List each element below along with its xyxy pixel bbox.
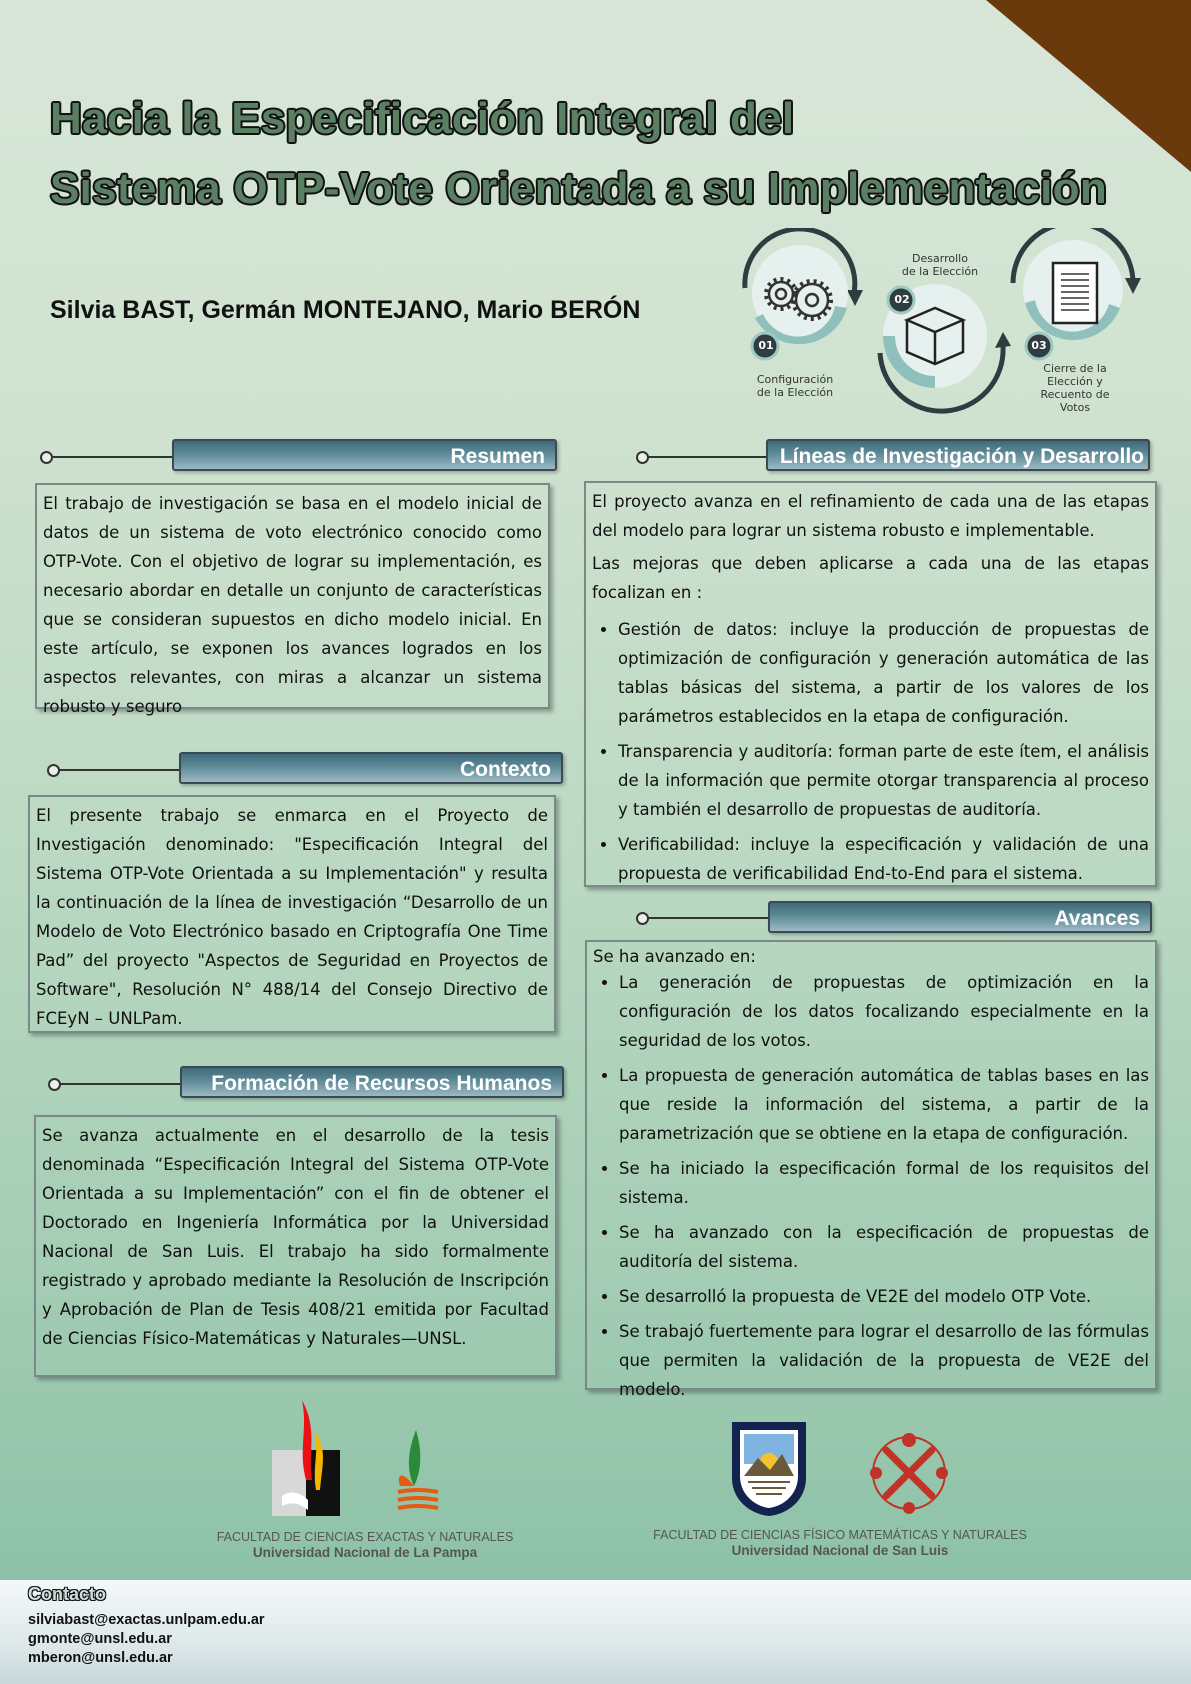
step-2-number: 02: [894, 293, 910, 306]
lineas-list: [592, 615, 1149, 888]
lineas-paragraph-1: El proyecto avanza en el refinamiento de cada una de las etapas del modelo para lograr un sistema robusto e implementable.: [592, 492, 1149, 540]
contact-footer: [0, 1580, 1191, 1684]
step-1-number: 01: [758, 339, 774, 352]
avances-header: Avances: [768, 901, 1152, 933]
unlpam-exactas-logo: [268, 1400, 344, 1518]
step-3-number: 03: [1031, 339, 1047, 352]
step-1-label: Configuración de la Elección: [756, 373, 834, 399]
contact-header: Contacto: [28, 1584, 106, 1604]
right-caption-university: Universidad Nacional de San Luis: [731, 1543, 949, 1558]
contexto-header: Contexto: [179, 752, 563, 784]
unsl-faculty-logo: [866, 1430, 952, 1516]
resumen-text: El trabajo de investigación se basa en el modelo inicial de datos de un sistema de voto electrónico conocido como OTP-Vote. Con el objetivo de lograr su implementación, es necesario abordar en detalle un conjunto de características que se consideran supuestos en dicho modelo inicial. En este artículo, se exponen los avances logrados en los aspectos relevantes, con miras a alcanzar un sistema robusto y seguro: [43, 494, 542, 716]
left-caption-faculty: FACULTAD DE CIENCIAS EXACTAS Y NATURALES: [216, 1530, 514, 1544]
lineas-item-2: • Transparencia y auditoría: forman parte de este ítem, el análisis de la información que permite otorgar transparencia al proceso y también el desarrollo de propuestas de auditoría.: [618, 737, 1149, 824]
title-line-2: Sistema OTP-Vote Orientada a su Implementación: [50, 164, 1108, 213]
step-3-label: Cierre de la Elección y Recuento de Votos: [1040, 362, 1110, 414]
unlpam-leaf-logo: [392, 1430, 444, 1516]
avances-intro: Se ha avanzado en:: [593, 947, 756, 966]
avances-item-4: • Se ha avanzado con la especificación de propuestas de auditoría del sistema.: [619, 1218, 1149, 1276]
formacion-header: Formación de Recursos Humanos: [180, 1066, 564, 1098]
avances-header-line: [647, 917, 769, 919]
election-process-diagram: [735, 228, 1155, 423]
resumen-header-line: [51, 456, 173, 458]
unsl-shield-logo: [728, 1418, 810, 1518]
formacion-box: [34, 1115, 557, 1377]
contact-email-3[interactable]: mberon@unsl.edu.ar: [28, 1650, 173, 1666]
avances-box: [585, 940, 1157, 1399]
lineas-paragraph-2: Las mejoras que deben aplicarse a cada una de las etapas focalizan en :: [592, 554, 1149, 602]
right-caption-faculty: FACULTAD DE CIENCIAS FÍSICO MATEMÁTICAS Y NATURALES: [653, 1528, 1027, 1542]
poster-title: [50, 84, 1130, 224]
resumen-header: Resumen: [172, 439, 557, 471]
lineas-header: Líneas de Investigación y Desarrollo: [766, 439, 1150, 471]
avances-item-3: • Se ha iniciado la especificación formal de los requisitos del sistema.: [619, 1154, 1149, 1212]
contact-email-2[interactable]: gmonte@unsl.edu.ar: [28, 1631, 172, 1647]
avances-item-6: • Se trabajó fuertemente para lograr el desarrollo de las fórmulas que permiten la validación de la propuesta de VE2E del modelo.: [619, 1317, 1149, 1404]
lineas-box: [584, 481, 1157, 887]
contact-email-1[interactable]: silviabast@exactas.unlpam.edu.ar: [28, 1612, 265, 1628]
left-logo-caption: [210, 1530, 520, 1561]
right-logo-caption: [650, 1528, 1030, 1559]
left-caption-university: Universidad Nacional de La Pampa: [252, 1545, 478, 1560]
avances-item-5: • Se desarrolló la propuesta de VE2E del modelo OTP Vote.: [619, 1282, 1149, 1311]
formacion-text: Se avanza actualmente en el desarrollo de la tesis denominada “Especificación Integral del Sistema OTP-Vote Orientada a su Implementación” con el fin de obtener el Doctorado en Ingeniería Informática por la Universidad Nacional de San Luis. El trabajo ha sido formalmente registrado y aprobado mediante la Resolución de Inscripción y Aprobación de Plan de Tesis 408/21 emitida por Facultad de Ciencias Físico-Matemáticas y Naturales—UNSL.: [42, 1126, 549, 1348]
formacion-header-line: [59, 1083, 181, 1085]
avances-item-1: • La generación de propuestas de optimización en la configuración de los datos focalizando especialmente en la seguridad de los votos.: [619, 968, 1149, 1055]
lineas-item-3: • Verificabilidad: incluye la especificación y validación de una propuesta de verificabilidad End-to-End para el sistema.: [618, 830, 1149, 888]
step-2-label: Desarrollo de la Elección: [901, 252, 979, 278]
contexto-header-line: [58, 769, 180, 771]
title-line-1: Hacia la Especificación Integral del: [50, 94, 795, 143]
avances-item-2: • La propuesta de generación automática de tablas bases en las que reside la información del sistema, a partir de la parametrización que se obtiene en la etapa de configuración.: [619, 1061, 1149, 1148]
authors: Silvia BAST, Germán MONTEJANO, Mario BERÓN: [50, 296, 641, 324]
contexto-text: El presente trabajo se enmarca en el Proyecto de Investigación denominado: "Especificación Integral del Sistema OTP-Vote Orientada a su Implementación" y resulta la continuación de la línea de investigación “Desarrollo de un Modelo de Voto Electrónico basado en Criptografía One Time Pad” del proyecto "Aspectos de Seguridad en Proyectos de Software", Resolución N° 488/14 del Consejo Directivo de FCEyN – UNLPam.: [36, 806, 548, 1028]
lineas-header-line: [647, 456, 767, 458]
avances-list: [593, 968, 1149, 1404]
contexto-box: [28, 795, 556, 1033]
lineas-item-1: • Gestión de datos: incluye la producción de propuestas de optimización de configuración y generación automática de las tablas básicas del sistema, a partir de los valores de los parámetros establecidos en la etapa de configuración.: [618, 615, 1149, 731]
resumen-box: [35, 483, 550, 716]
